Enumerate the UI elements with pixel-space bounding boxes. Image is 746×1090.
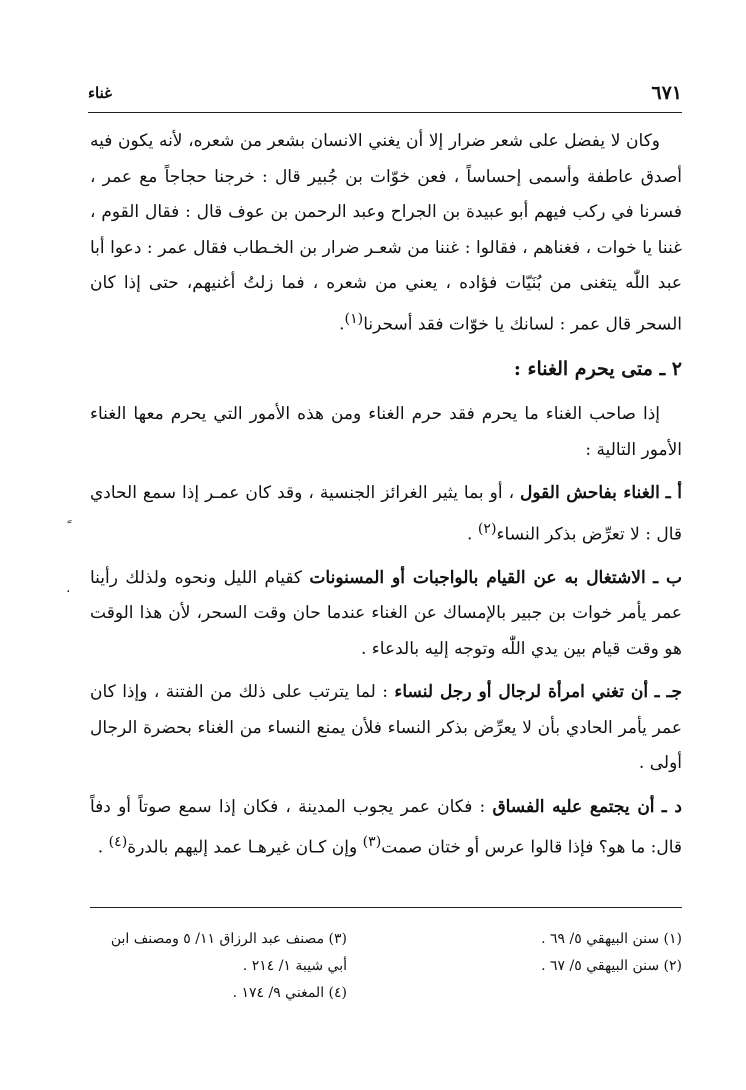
item-tail: . [467,524,478,545]
item-heading: أن يجتمع عليه الفساق [492,796,655,817]
footnotes [90,926,682,1026]
section-intro: إذا صاحب الغناء ما يحرم فقد حرم الغناء ومن هذه الأمور التي يحرم معها الغناء الأمور التالية : [90,404,682,460]
section-heading: ٢ ـ متى يحرم الغناء : [513,357,682,380]
item-text-cont: وإن كـان غيرهـا عمد إليهم بالدرة [127,837,363,858]
list-item [90,675,682,782]
footnote: (٢) سنن البيهقي ٥/ ٦٧ . [541,958,682,974]
main-text [90,124,682,866]
list-item [90,561,682,668]
page-header [88,82,682,113]
list-item [90,476,682,553]
footnote: (١) سنن البيهقي ٥/ ٦٩ . [541,931,682,947]
footnote-divider [90,907,682,908]
item-heading: الاشتغال به عن القيام بالواجبات أو المسنونات [309,567,646,588]
margin-mark: . [66,580,71,596]
item-heading: أن تغني امرأة لرجال أو رجل لنساء [394,682,649,703]
footnotes-right-column [432,926,682,980]
footnote-ref: (٤) [108,834,128,851]
footnote: (٤) المغني ٩/ ١٧٤ . [232,985,347,1001]
item-text: ، أو بما يثير الغرائز الجنسية ، وقد كان عمـر إذا سمع الحادي قال : لا تعرِّض بذكر النساء [90,483,682,545]
item-text: : فكان عمر يجوب المدينة ، فكان إذا سمع صوتاً أو دفاً قال: ما هو؟ فإذا قالوا عرس أو ختان صمت [90,796,682,858]
footnote-ref: (٣) [362,834,382,851]
list-item [90,790,682,867]
item-tail: . [97,837,109,858]
item-label: أ ـ [665,483,683,504]
item-label: ب ـ [653,567,682,588]
item-label: د ـ [661,796,682,817]
item-text: : لما يترتب على ذلك من الفتنة ، وإذا كان عمر يأمر الحادي بأن لا يعرِّض بذكر النساء فلأن يمنع النساء من الغناء بحضرة الرجال أولى . [90,682,682,774]
footnotes-left-column [90,926,347,1007]
footnote: (٣) مصنف عبد الرزاق ١١/ ٥ ومصنف ابن أبي شيبة ١/ ٢١٤ . [110,931,347,974]
running-title: غناء [88,84,112,102]
footnote-ref: (١) [344,310,364,327]
item-text: كقيام الليل ونحوه ولذلك رأينا عمر يأمر خوات بن جبير بالإمساك عن الغناء عندما حان وقت السحر، لأن هذا الوقت هو وقت قيام بين يدي اللّٰه وتوجه إليه بالدعاء . [90,567,682,659]
item-label: جـ ـ [654,682,683,703]
intro-paragraph: وكان لا يفضل على شعر ضرار إلا أن يغني الانسان بشعر من شعره، لأنه يكون فيه أصدق عاطفة وأسمى إحساساً ، فعن خوّات بن جُبير قال : خرجنا حجاجاً مع عمر ، فسرنا في ركب فيهم أبو عبيدة بن الجراح وعبد الرحمن بن عوف قال : فقال القوم ، غننا يا خوات ، فغناهم ، فقالوا : غننا من شعـر ضرار بن الخـطاب فقال عمر : دعوا أبا عبد اللّٰه يتغنى من بُنَيّات فؤاده ، يعني من شعره ، فما زلتُ أغنيهم، حتى إذا كان السحر قال عمر : لسانك يا خوّات فقد أسحرنا$^{(١)}$. [90,131,682,335]
footnote-ref: (٢) [477,520,497,537]
intro-text: وكان لا يفضل على شعر ضرار إلا أن يغني الانسان بشعر من شعره، لأنه يكون فيه أصدق عاطفة وأسمى إحساساً ، فعن خوّات بن جُبير قال : خرجنا حجاجاً مع عمر ، فسرنا في ركب فيهم أبو عبيدة بن الجراح وعبد الرحمن بن عوف قال : فقال القوم ، غننا يا خوات ، فغناهم ، فقالوا : غننا من شعـر ضرار بن الخـطاب فقال عمر : دعوا أبا عبد اللّٰه يتغنى من بُنَيّات فؤاده ، يعني من شعره ، فما زلتُ أغنيهم، حتى إذا كان السحر قال عمر : لسانك يا خوّات فقد أسحرنا [90,131,682,335]
page-number: ٦٧١ [651,82,682,104]
item-heading: الغناء بفاحش القول [520,483,660,504]
